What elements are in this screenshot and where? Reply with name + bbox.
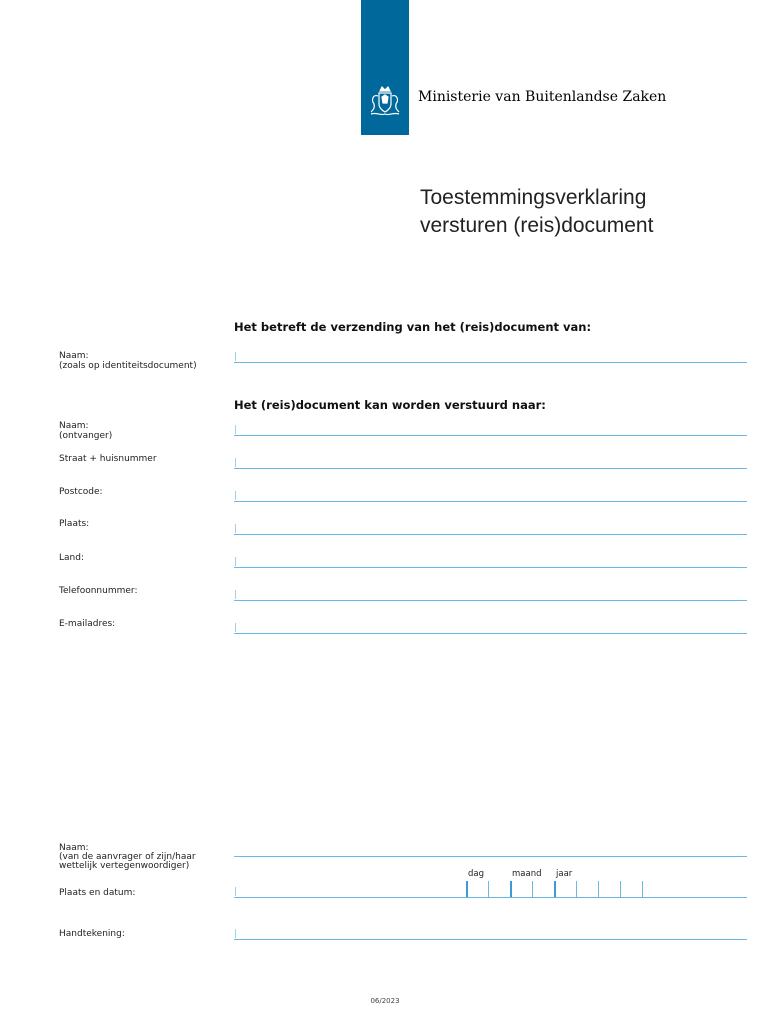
phone-field[interactable]	[234, 584, 747, 601]
street-input[interactable]	[238, 452, 738, 467]
email-field[interactable]	[234, 617, 747, 634]
year-digit-4[interactable]	[620, 881, 641, 897]
signature-field[interactable]	[234, 923, 747, 940]
field-marker	[235, 929, 236, 938]
year-digit-1[interactable]	[554, 881, 576, 897]
signer-name-label-text: Naam:	[59, 843, 89, 853]
field-marker	[235, 887, 236, 896]
form-version: 06/2023	[370, 997, 400, 1005]
date-end-marker	[642, 881, 644, 897]
field-marker	[235, 458, 236, 467]
ministry-name: Ministerie van Buitenlandse Zaken	[418, 89, 667, 105]
city-input[interactable]	[238, 518, 738, 533]
signer-name-sublabel-1: (van de aanvrager of zijn/haar	[59, 852, 196, 862]
year-label: jaar	[556, 869, 573, 879]
city-field[interactable]	[234, 518, 747, 535]
day-digit-2[interactable]	[488, 881, 509, 897]
recipient-name-input[interactable]	[238, 419, 738, 434]
signer-name-sublabel-2: wettelijk vertegenwoordiger)	[59, 861, 190, 871]
field-marker	[235, 352, 236, 361]
field-marker	[235, 557, 236, 566]
section-heading-recipient: Het (reis)document kan worden verstuurd naar:	[234, 398, 546, 412]
logo-bar	[361, 0, 409, 135]
day-label: dag	[468, 869, 484, 879]
royal-coat-of-arms-icon	[365, 82, 405, 122]
postcode-label: Postcode:	[59, 487, 103, 497]
recipient-name-field[interactable]	[234, 419, 747, 436]
field-marker	[235, 590, 236, 599]
applicant-name-input[interactable]	[238, 346, 738, 361]
signature-label: Handtekening:	[59, 929, 125, 939]
signer-name-input[interactable]	[238, 840, 738, 855]
document-title-line-1: Toestemmingsverklaring	[420, 186, 647, 209]
year-digit-2[interactable]	[576, 881, 597, 897]
field-marker	[235, 623, 236, 632]
day-digit-1[interactable]	[466, 881, 488, 897]
postcode-input[interactable]	[238, 485, 738, 500]
field-marker	[235, 425, 236, 434]
year-digit-3[interactable]	[598, 881, 619, 897]
month-label: maand	[512, 869, 542, 879]
street-label: Straat + huisnummer	[59, 454, 157, 464]
country-label: Land:	[59, 553, 84, 563]
phone-label: Telefoonnummer:	[59, 586, 138, 596]
country-field[interactable]	[234, 551, 747, 568]
document-title-line-2: versturen (reis)document	[420, 214, 654, 237]
place-date-label: Plaats en datum:	[59, 888, 136, 898]
month-digit-2[interactable]	[532, 881, 553, 897]
postcode-field[interactable]	[234, 485, 747, 502]
city-label: Plaats:	[59, 519, 90, 529]
applicant-name-label-text: Naam:	[59, 351, 89, 361]
applicant-name-field[interactable]	[234, 346, 747, 363]
country-input[interactable]	[238, 551, 738, 566]
phone-input[interactable]	[238, 584, 738, 599]
signer-name-label	[59, 844, 196, 871]
recipient-name-sublabel: (ontvanger)	[59, 431, 113, 441]
applicant-name-sublabel: (zoals op identiteitsdocument)	[59, 361, 197, 371]
recipient-name-label-text: Naam:	[59, 421, 89, 431]
field-marker	[235, 524, 236, 533]
email-label: E-mailadres:	[59, 619, 116, 629]
month-digit-1[interactable]	[510, 881, 532, 897]
section-heading-applicant: Het betreft de verzending van het (reis)document van:	[234, 320, 592, 334]
place-input[interactable]	[238, 881, 463, 896]
street-field[interactable]	[234, 452, 747, 469]
applicant-name-label	[59, 351, 197, 371]
email-input[interactable]	[238, 617, 738, 632]
recipient-name-label	[59, 421, 112, 441]
signer-name-field[interactable]	[234, 840, 747, 857]
document-title	[420, 184, 653, 240]
field-marker	[235, 491, 236, 500]
